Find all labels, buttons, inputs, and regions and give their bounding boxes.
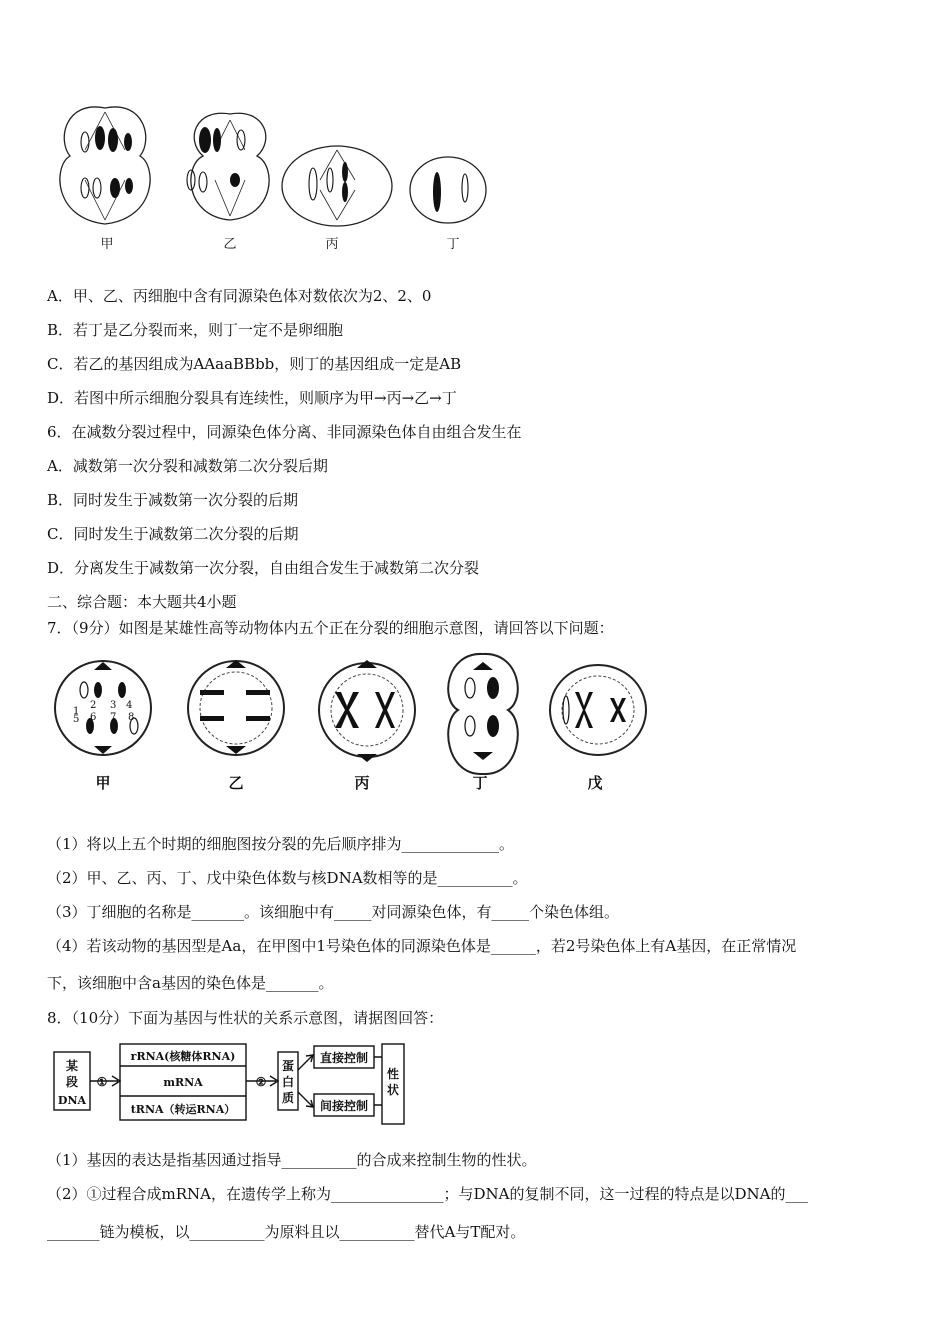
chromosome-number-2: 2 (90, 700, 97, 711)
q7-sub4-cont: 下，该细胞中含a基因的染色体是_______。 (47, 974, 334, 992)
fig2-label-yi: 乙 (228, 774, 244, 792)
section-heading: 二、综合题：本大题共4小题 (47, 593, 237, 611)
protein-label-1: 蛋 (281, 1059, 295, 1073)
q6-option-c: C．同时发生于减数第二次分裂的后期 (47, 525, 299, 543)
fig1-label-yi: 乙 (223, 237, 237, 252)
dna-label-1: 某 (65, 1059, 79, 1073)
dna-label-3: DNA (57, 1094, 87, 1107)
chromosome-number-1: 1 (73, 706, 80, 717)
q5-option-c: C．若乙的基因组成为AAaaBBbb，则丁的基因组成一定是AB (47, 355, 462, 373)
chromosome-number-8: 8 (128, 712, 135, 723)
q6-stem: 6．在减数分裂过程中，同源染色体分离、非同源染色体自由组合发生在 (47, 423, 522, 441)
fig2-label-jia: 甲 (95, 774, 111, 792)
fig1-label-ding: 丁 (446, 237, 460, 252)
chromosome-number-7: 7 (110, 712, 117, 723)
q7-sub3: （3）丁细胞的名称是_______。该细胞中有_____对同源染色体，有_____个染色体组。 (47, 903, 620, 921)
fig2-label-wu: 戊 (587, 774, 603, 792)
q7-sub2: （2）甲、乙、丙、丁、戊中染色体数与核DNA数相等的是__________。 (47, 869, 528, 887)
fig1-label-jia: 甲 (100, 237, 114, 252)
indirect-control-label: 间接控制 (319, 1099, 369, 1113)
chromosome-number-3: 3 (110, 700, 117, 711)
q7-sub4: （4）若该动物的基因型是Aa，在甲图中1号染色体的同源染色体是______，若2号染色体上有A基因，在正常情况 (47, 937, 797, 955)
q5-option-d: D．若图中所示细胞分裂具有连续性，则顺序为甲→丙→乙→丁 (47, 389, 457, 407)
q7-stem: 7．（9分）如图是某雄性高等动物体内五个正在分裂的细胞示意图，请回答以下问题： (47, 619, 614, 637)
figure-cells-q5 (45, 100, 505, 260)
q5-option-b: B．若丁是乙分裂而来，则丁一定不是卵细胞 (47, 321, 344, 339)
dna-label-2: 段 (65, 1075, 79, 1089)
q5-option-a: A．甲、乙、丙细胞中含有同源染色体对数依次为2、2、0 (47, 287, 432, 305)
mrna-label: mRNA (163, 1076, 203, 1089)
gene-trait-diagram (50, 1040, 410, 1130)
q8-sub1: （1）基因的表达是指基因通过指导__________的合成来控制生物的性状。 (47, 1151, 537, 1169)
protein-label-3: 质 (281, 1091, 295, 1105)
chromosome-number-5: 5 (73, 714, 80, 725)
chromosome-number-4: 4 (126, 700, 133, 711)
trait-label-2: 状 (386, 1083, 400, 1097)
q6-option-d: D．分离发生于减数第一次分裂，自由组合发生于减数第二次分裂 (47, 559, 480, 577)
fig2-label-ding: 丁 (472, 774, 488, 792)
step-2-label: ② (255, 1075, 267, 1089)
fig1-label-bing: 丙 (325, 237, 339, 252)
q8-sub2-cont: _______链为模板，以__________为原料且以__________替代A与T配对。 (47, 1223, 526, 1241)
q6-option-b: B．同时发生于减数第一次分裂的后期 (47, 491, 299, 509)
q8-sub2: （2）①过程合成mRNA，在遗传学上称为_______________；与DNA的复制不同，这一过程的特点是以DNA的___ (47, 1185, 808, 1203)
trait-label-1: 性 (386, 1067, 400, 1081)
q8-stem: 8．（10分）下面为基因与性状的关系示意图，请据图回答： (47, 1009, 444, 1027)
rrna-label: rRNA(核糖体RNA) (130, 1050, 236, 1063)
protein-label-2: 白 (281, 1075, 295, 1089)
q7-sub1: （1）将以上五个时期的细胞图按分裂的先后顺序排为_____________。 (47, 835, 515, 853)
step-1-label: ① (96, 1075, 108, 1089)
figure-cells-q7 (50, 650, 650, 800)
chromosome-number-6: 6 (90, 712, 97, 723)
direct-control-label: 直接控制 (319, 1051, 369, 1065)
fig2-label-bing: 丙 (354, 774, 370, 792)
q6-option-a: A．减数第一次分裂和减数第二次分裂后期 (47, 457, 328, 475)
trna-label: tRNA（转运RNA） (130, 1103, 236, 1116)
